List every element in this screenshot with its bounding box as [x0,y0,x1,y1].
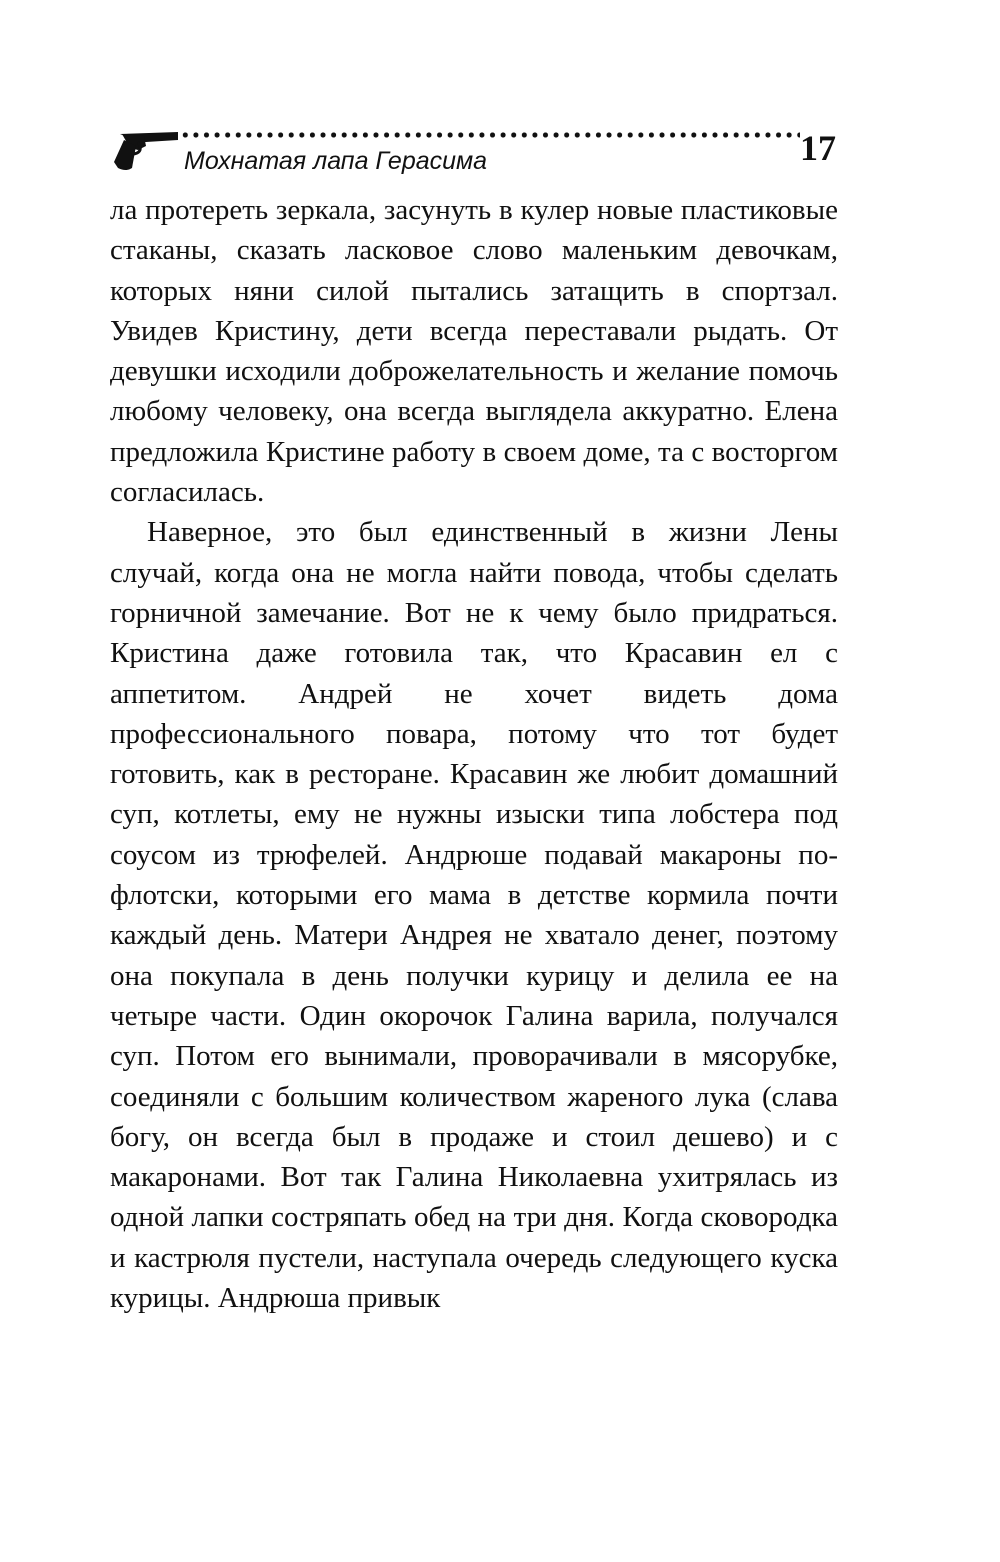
running-title: Мохнатая лапа Герасима [184,147,488,175]
header-dotted-rule [180,130,800,140]
text-body [110,190,838,1318]
page-number: 17 [800,128,836,168]
revolver-icon [110,128,180,172]
paragraph: Наверное, это был единственный в жизни Лены случай, когда она не могла найти повода, чтобы сделать горничной замечание. Вот не к чему было придраться. Кристина даже готовила так, что Красавин ел с аппетитом. Андрей не хочет видеть дома профессионального повара, потому что тот будет готовить, как в ресторане. Красавин же любит домашний суп, котлеты, ему не нужны изыски типа лобстера под соусом из трюфелей. Андрюше подавай макароны по-флотски, которыми его мама в детстве кормила почти каждый день. Матери Андрея не хватало денег, поэтому она покупала в день получки курицу и делила ее на четыре части. Один окорочок Галина варила, получался суп. Потом его вынимали, проворачивали в мясорубке, соединяли с большим количеством жареного лука (слава богу, он всегда был в продаже и стоил дешево) и с макаронами. Вот так Галина Николаевна ухитрялась из одной лапки состряпать обед на три дня. Когда сковородка и кастрюля пустели, наступала очередь следующего куска курицы. Андрюша привык [110,516,838,1315]
paragraph: ла протереть зеркала, засунуть в кулер новые пластиковые стаканы, сказать ласковое слово маленьким девочкам, которых няни силой пытались затащить в спортзал. Увидев Кристину, дети всегда переставали рыдать. От девушки исходили доброжелательность и желание помочь любому человеку, она всегда выглядела аккуратно. Елена предложила Кристине работу в своем доме, та с восторгом согласилась. [110,194,838,509]
page-header [110,118,840,178]
